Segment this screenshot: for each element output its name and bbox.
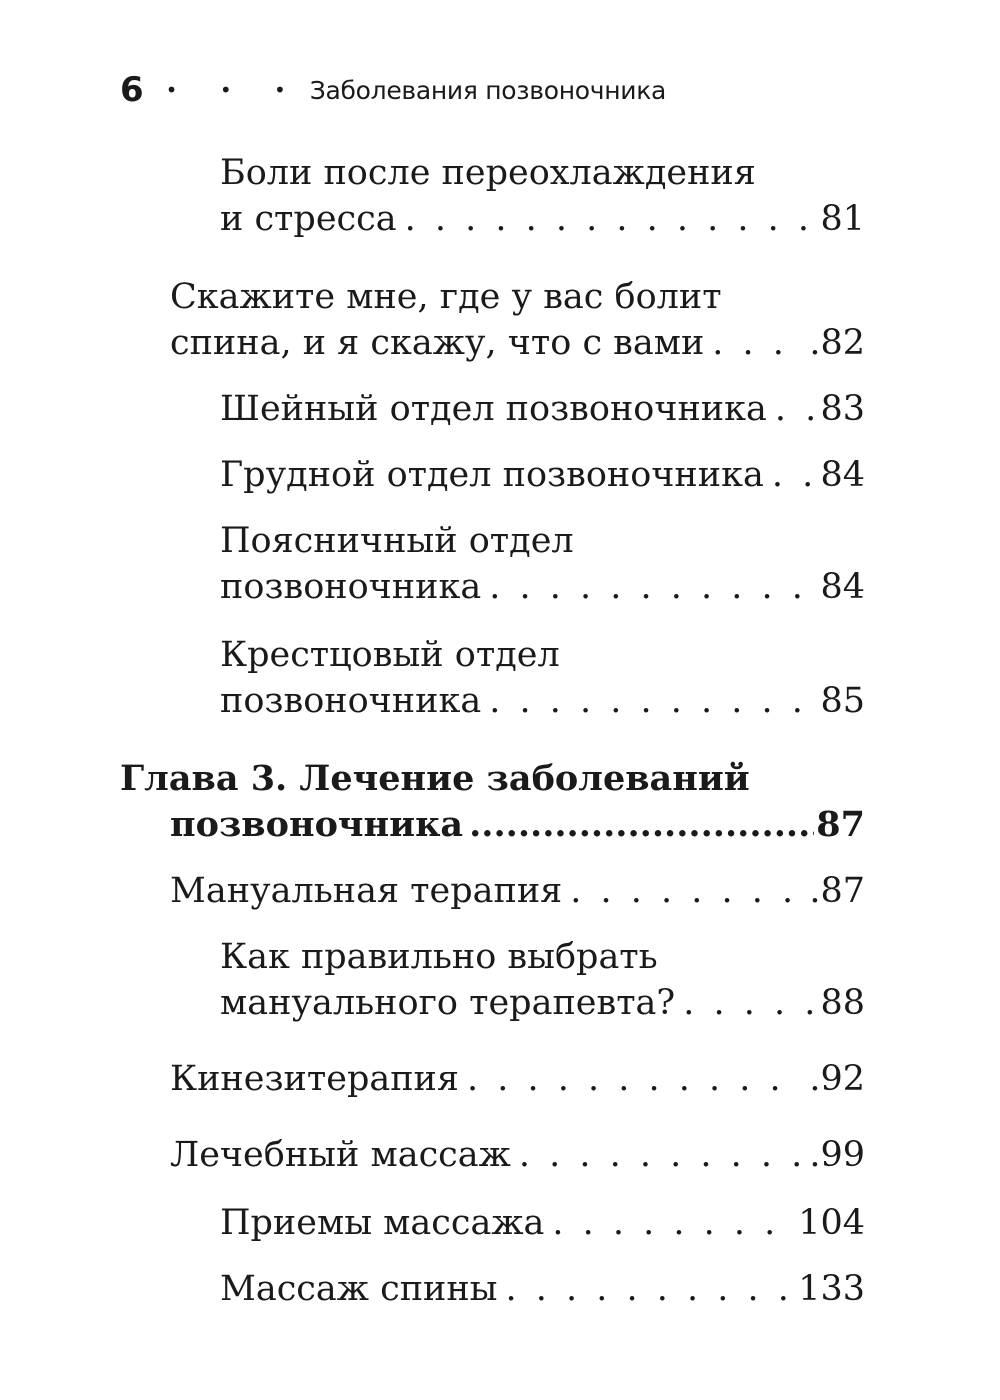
toc-page-number: 81 (820, 199, 865, 239)
toc-entry (170, 868, 865, 914)
toc-entry-title-line: мануального терапевта? (220, 983, 676, 1023)
toc-entry-title-line: и стресса (220, 199, 397, 239)
toc-chapter-entry (120, 756, 865, 848)
toc-entry-title-line: Приемы массажа (220, 1203, 545, 1243)
toc-page-number: 85 (820, 681, 865, 721)
toc-entry-title-line: Лечебный массаж (170, 1135, 511, 1175)
toc-page-number: 83 (820, 389, 865, 429)
toc-entry-title-line: Массаж спины (220, 1269, 498, 1309)
toc-page-number: .82 (809, 323, 865, 363)
toc-page-number: 84 (820, 455, 865, 495)
toc-entry (220, 386, 865, 432)
dot-leader (775, 386, 815, 432)
dot-leader (552, 1200, 792, 1246)
toc-entry-title-line: Глава 3. Лечение заболеваний (120, 758, 750, 799)
toc-entry (170, 1056, 865, 1102)
toc-entry (220, 518, 865, 610)
running-header (120, 70, 666, 110)
toc-entry-title-line: позвоночника (170, 804, 464, 845)
toc-entry (220, 632, 865, 724)
dot-leader (570, 868, 803, 914)
page-number: 6 (120, 70, 144, 110)
toc-page-number: 84 (820, 567, 865, 607)
toc-entry (220, 150, 865, 242)
toc-page-number: .87 (809, 871, 865, 911)
toc-entry-title-line: Грудной отдел позвоночника (220, 455, 764, 495)
dot-leader (683, 980, 814, 1026)
toc-page-number: .92 (809, 1059, 865, 1099)
toc-entry (220, 934, 865, 1026)
toc-page-number: 87 (816, 804, 865, 845)
toc-page-number: 88 (820, 983, 865, 1023)
toc-entry (220, 1200, 865, 1246)
toc-entry-title-line: Кинезитерапия (170, 1059, 459, 1099)
dot-leader (469, 802, 814, 848)
toc-entry (220, 1266, 865, 1312)
toc-entry-title-line: Крестцовый отдел (220, 635, 560, 675)
toc-page-number: 104 (798, 1203, 865, 1243)
dot-leader (489, 564, 814, 610)
toc-entry-title-line: спина, и я скажу, что с вами (170, 323, 705, 363)
dot-leader (467, 1056, 803, 1102)
toc-entry-title-line: Мануальная терапия (170, 871, 563, 911)
dot-leader (712, 320, 803, 366)
header-bullets: • • • (165, 78, 304, 102)
toc-entry-title-line: Скажите мне, где у вас болит (170, 277, 722, 317)
dot-leader (506, 1266, 793, 1312)
toc-entry-title-line: позвоночника (220, 681, 482, 721)
dot-leader (519, 1132, 803, 1178)
toc-page-number: 133 (798, 1269, 865, 1309)
toc-entry-title-line: Шейный отдел позвоночника (220, 389, 767, 429)
toc-entry (170, 274, 865, 366)
toc-entry-title-line: Поясничный отдел (220, 521, 574, 561)
dot-leader (489, 678, 814, 724)
toc-entry-title-line: Боли после переохлаждения (220, 153, 756, 193)
toc-entry-title-line: Как правильно выбрать (220, 937, 658, 977)
toc-entry (220, 452, 865, 498)
toc-page-number: .99 (809, 1135, 865, 1175)
toc-entry-title-line: позвоночника (220, 567, 482, 607)
toc-entry (170, 1132, 865, 1178)
dot-leader (405, 196, 815, 242)
running-title: Заболевания позвоночника (309, 75, 667, 105)
dot-leader (772, 452, 815, 498)
